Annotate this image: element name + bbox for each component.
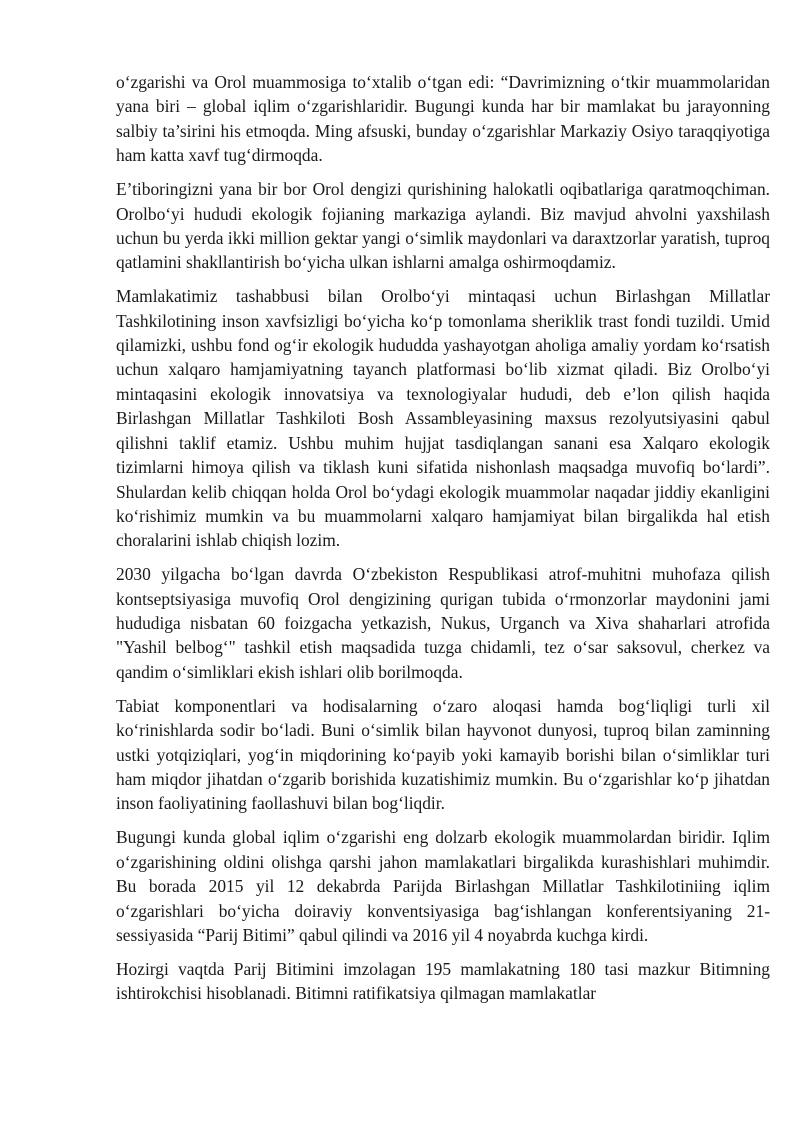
document-page: [116, 70, 770, 1015]
paragraph-5: Tabiat komponentlari va hodisalarning o‘zaro aloqasi hamda bog‘liqligi turli xil ko‘rinishlarda sodir bo‘ladi. Buni o‘simlik bilan hayvonot dunyosi, tuproq bilan zaminning ustki yotqiziqlari, yog‘in miqdorining ko‘payib yoki kamayib borishi bilan o‘simliklar turi ham miqdor jihatdan o‘zgarib borishida kuzatishimiz mumkin. Bu o‘zgarishlar ko‘p jihatdan inson faoliyatining faollashuvi bilan bog‘liqdir.: [116, 695, 770, 814]
paragraph-1: o‘zgarishi va Orol muammosiga to‘xtalib o‘tgan edi: “Davrimizning o‘tkir muammolaridan yana biri – global iqlim o‘zgarishlaridir. Bugungi kunda har bir mamlakat bu jarayonning salbiy ta’sirini his etmoqda. Ming afsuski, bunday o‘zgarishlar Markaziy Osiyo taraqqiyotiga ham katta xavf tug‘dirmoqda.: [116, 72, 770, 166]
paragraph-3: Mamlakatimiz tashabbusi bilan Orolbo‘yi mintaqasi uchun Birlashgan Millatlar Tashkilotining inson xavfsizligi bo‘yicha ko‘p tomonlama sheriklik trast fondi tuzildi. Umid qilamizki, ushbu fond og‘ir ekologik hududda yashayotgan aholiga amaliy yordam ko‘rsatish uchun xalqaro hamjamiyatning tayanch platformasi bo‘lib xizmat qiladi. Biz Orolbo‘yi mintaqasini ekologik innovatsiya va texnologiyalar hududi, deb e’lon qilish haqida Birlashgan Millatlar Tashkiloti Bosh Assambleyasining maxsus rezolyutsiyasini qabul qilishni taklif etamiz. Ushbu muhim hujjat tasdiqlangan sanani esa Xalqaro ekologik tizimlarni himoya qilish va tiklash kuni sifatida nishonlash maqsadga muvofiq bo‘lardi”. Shulardan kelib chiqqan holda Orol bo‘ydagi ekologik muammolar naqadar jiddiy ekanligini ko‘rishimiz mumkin va bu muammolarni xalqaro hamjamiyat bilan birgalikda hal etish choralarini ishlab chiqish lozim.: [116, 286, 770, 551]
paragraph-4: 2030 yilgacha bo‘lgan davrda O‘zbekiston Respublikasi atrof-muhitni muhofaza qilish kontseptsiyasiga muvofiq Orol dengizining qurigan tubida o‘rmonzorlar maydonini jami hududiga nisbatan 60 foizgacha yetkazish, Nukus, Urganch va Xiva shaharlari atrofida "Yashil belbog‘" tashkil etish maqsadida tuzga chidamli, tez o‘sar saksovul, cherkez va qandim o‘simliklari ekish ishlari olib borilmoqda.: [116, 564, 770, 682]
paragraph-6: Bugungi kunda global iqlim o‘zgarishi eng dolzarb ekologik muammolardan biridir. Iqlim o‘zgarishining oldini olishga qarshi jahon mamlakatlari birgalikda kurashishlari muhimdir. Bu borada 2015 yil 12 dekabrda Parijda Birlashgan Millatlar Tashkilotiniing iqlim o‘zgarishlari bo‘yicha doiraviy konventsiyasiga bag‘ishlangan konferentsiyaning 21-sessiyasida “Parij Bitimi” qabul qilindi va 2016 yil 4 noyabrda kuchga kirdi.: [116, 827, 770, 945]
paragraph-2: E’tiboringizni yana bir bor Orol dengizi qurishining halokatli oqibatlariga qaratmoqchiman. Orolbo‘yi hududi ekologik fojianing markaziga aylandi. Biz mavjud ahvolni yaxshilash uchun bu yerda ikki million gektar yangi o‘simlik maydonlari va daraxtzorlar yaratish, tuproq qatlamini shakllantirish bo‘yicha ulkan ishlarni amalga oshirmoqdamiz.: [116, 179, 770, 273]
paragraph-7: Hozirgi vaqtda Parij Bitimini imzolagan 195 mamlakatning 180 tasi mazkur Bitimning ishtirokchisi hisoblanadi. Bitimni ratifikatsiya qilmagan mamlakatlar: [116, 958, 770, 1004]
